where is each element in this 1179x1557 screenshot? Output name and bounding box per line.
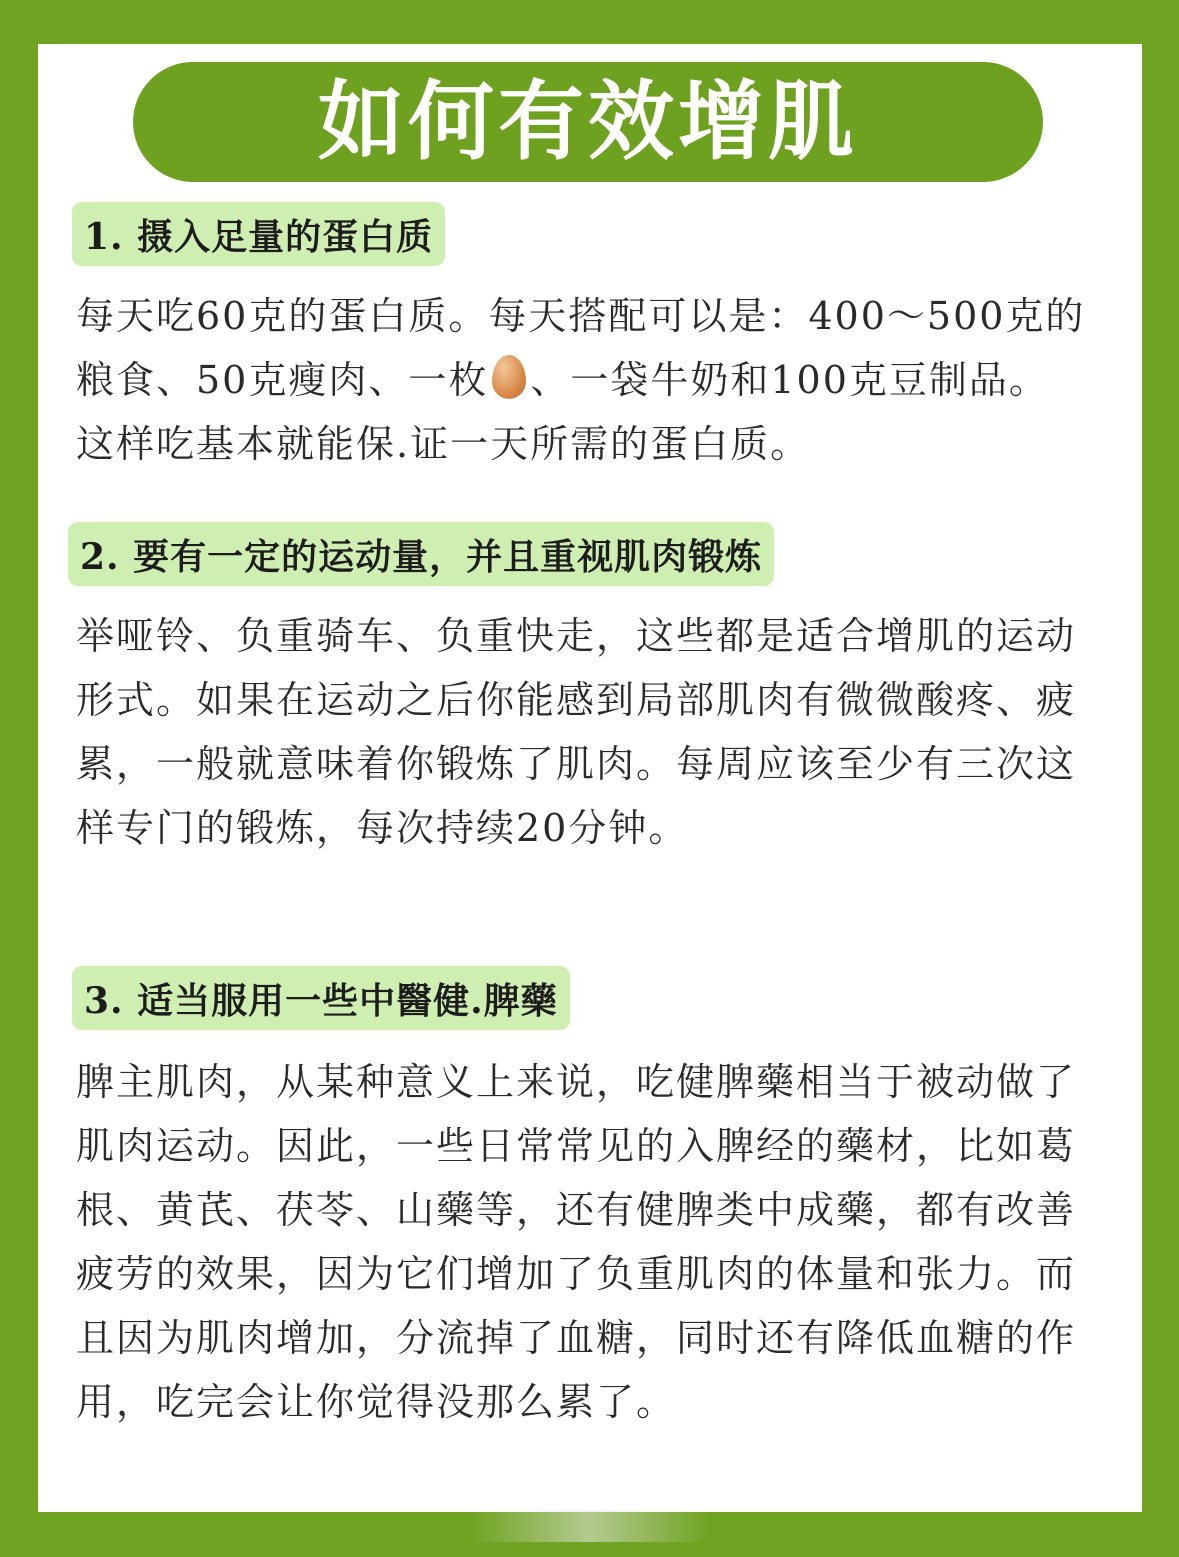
watermark [470, 1510, 710, 1542]
section-1-body-part-a: 每天吃60克的蛋白质。每天搭配可以是：400～500克的粮食、50克瘦肉、一枚 [76, 294, 1086, 402]
section-1-body [76, 284, 1086, 476]
section-2-body: 举哑铃、负重骑车、负重快走，这些都是适合增肌的运动形式。如果在运动之后你能感到局部肌肉有微微酸疼、疲累，一般就意味着你锻炼了肌肉。每周应该至少有三次这样专门的锻炼，每次持续20分钟。 [76, 614, 1077, 850]
section-2-heading: 2. 要有一定的运动量，并且重视肌肉锻炼 [68, 522, 774, 586]
egg-icon [492, 355, 526, 399]
section-1-heading: 1. 摄入足量的蛋白质 [72, 202, 445, 266]
section-1-body-part-b: 、一袋牛奶和100克豆制品。这样吃基本就能保.证一天所需的蛋白质。 [76, 358, 1049, 466]
content-card [38, 44, 1142, 1512]
section-3-heading: 3. 适当服用一些中醫健.脾藥 [72, 966, 570, 1030]
title-banner [133, 62, 1043, 182]
page-title: 如何有效增肌 [318, 72, 858, 172]
section-3-body: 脾主肌肉，从某种意义上来说，吃健脾藥相当于被动做了肌肉运动。因此，一些日常常见的入脾经的藥材，比如葛根、黄芪、茯苓、山藥等，还有健脾类中成藥，都有改善疲劳的效果，因为它们增加了负重肌肉的体量和张力。而且因为肌肉增加，分流掉了血糖，同时还有降低血糖的作用，吃完会让你觉得没那么累了。 [76, 1060, 1077, 1424]
